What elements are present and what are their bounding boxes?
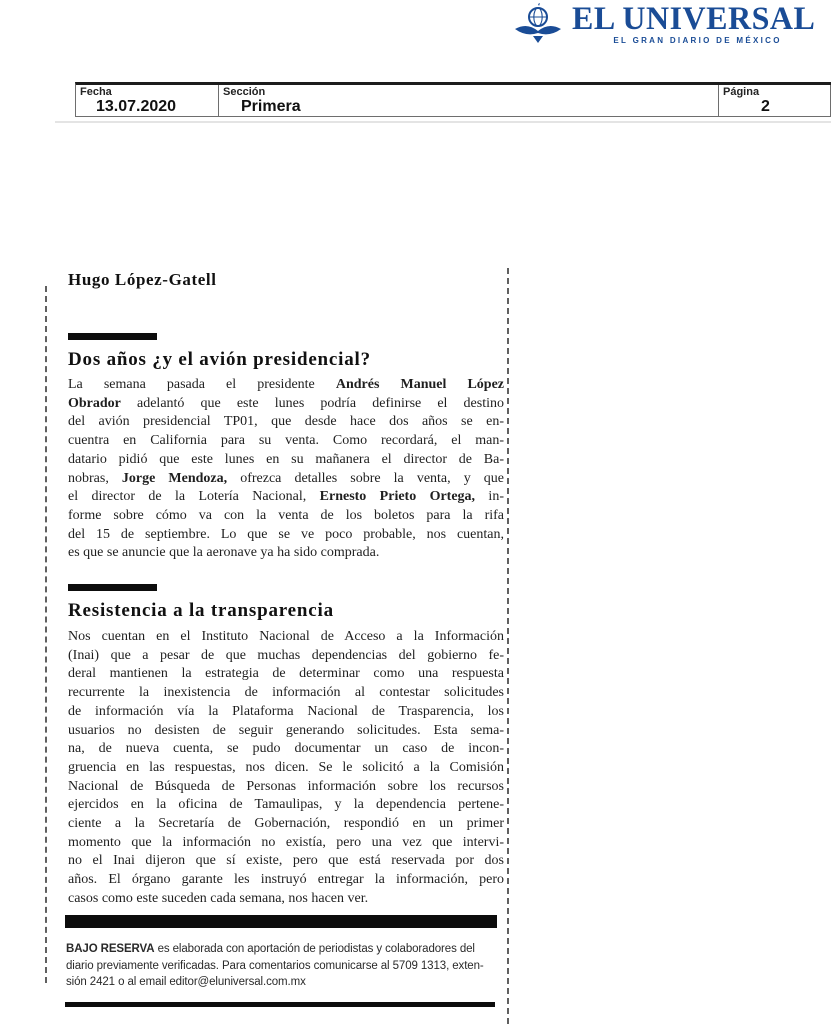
text-line: (Inai) que a pesar de que muchas dependencias del gobierno fe- <box>68 647 504 663</box>
text-line: BAJO RESERVA es elaborada con aportación de periodistas y colaboradores del <box>66 943 475 955</box>
footer-bottom-bar <box>65 1002 495 1007</box>
text-line: gruencia en las respuestas, nos dicen. Se le solicitó a la Comisión <box>68 759 504 775</box>
newspaper-logo: EL UNIVERSAL <box>572 1 816 37</box>
section-title-avion-presidencial: Dos años ¿y el avión presidencial? <box>68 349 371 370</box>
text-line: ciente a la Secretaría de Gobernación, respondió en un primer <box>68 816 504 832</box>
text-line: ejercidos en la oficina de Tamaulipas, y la dependencia pertene- <box>68 797 504 813</box>
text-line: años. El órgano garante les instruyó entregar la información, pero <box>68 872 504 888</box>
text-line: forme sobre cómo va con la venta de los boletos para la rifa <box>68 507 504 523</box>
section-divider-bar <box>68 584 157 591</box>
right-column-rule <box>507 268 509 1024</box>
section-divider-bar <box>68 333 157 340</box>
section-title-resistencia-transparencia: Resistencia a la transparencia <box>68 600 334 621</box>
section-body-avion-presidencial <box>68 376 504 563</box>
text-line: deral mantienen la estrategia de determinar como una respuesta <box>68 666 504 682</box>
section-body-resistencia-transparencia <box>68 628 504 909</box>
text-line: datario pidió que este lunes en su mañanera el director de Ba- <box>68 451 504 467</box>
text-line: momento que la información no existía, pero una vez que intervi- <box>68 834 504 850</box>
header-cell-pagina <box>719 85 831 116</box>
text-line: no el Inai dijeron que sí existe, pero que está reservada por dos <box>68 853 504 869</box>
eagle-globe-emblem-icon <box>512 3 564 52</box>
text-line: diario previamente verificadas. Para comentarios comunicarse al 5709 1313, exten- <box>66 959 484 972</box>
text-line: usuarios no desisten de seguir generando solicitudes. Esta sema- <box>68 722 504 738</box>
text-line: es que se anuncie que la aeronave ya ha sido comprada. <box>68 545 380 561</box>
clipping-header-table <box>75 82 831 117</box>
text-line: na, de nueva cuenta, se pudo documentar un caso de incon- <box>68 741 504 757</box>
text-line: La semana pasada el presidente Andrés Manuel López <box>68 377 504 392</box>
pagina-label: Página <box>723 86 760 98</box>
text-line: Nacional de Búsqueda de Personas información sobre los recursos <box>68 778 504 794</box>
left-column-rule <box>45 286 47 983</box>
text-line: recurrente la inexistencia de información al contestar solicitudes <box>68 685 504 701</box>
bajo-reserva-footer-note <box>66 941 504 991</box>
brand-block <box>572 2 823 45</box>
footer-top-bar <box>65 915 497 928</box>
masthead <box>512 2 823 52</box>
text-line: nobras, Jorge Mendoza, ofrezca detalles sobre la venta, y que <box>68 470 504 486</box>
text-line: cuentra en California para su venta. Como recordará, el man- <box>68 433 504 449</box>
pagina-value: 2 <box>761 98 770 115</box>
text-line: de información vía la Plataforma Nacional de Trasparencia, los <box>68 703 504 719</box>
scan-artifact-line <box>55 121 831 123</box>
fecha-label: Fecha <box>80 86 112 98</box>
header-cell-fecha <box>76 85 219 116</box>
cropped-previous-headline: Hugo López-Gatell <box>68 270 217 289</box>
text-line: del avión presidencial TP01, que desde hace dos años se en- <box>68 414 504 430</box>
seccion-label: Sección <box>223 86 266 98</box>
text-line: Nos cuentan en el Instituto Nacional de Acceso a la Información <box>68 629 504 644</box>
text-line: sión 2421 o al email editor@eluniversal.com.mx <box>66 976 306 988</box>
text-line: casos como este suceden cada semana, nos hacen ver. <box>68 890 369 906</box>
header-cell-seccion <box>219 85 719 116</box>
text-line: del 15 de septiembre. Lo que se ve poco probable, nos cuentan, <box>68 526 504 542</box>
text-line: Obrador adelantó que este lunes podría definirse el destino <box>68 395 504 411</box>
text-line: el director de la Lotería Nacional, Ernesto Prieto Ortega, in- <box>68 489 504 505</box>
fecha-value: 13.07.2020 <box>96 98 177 115</box>
seccion-value: Primera <box>241 98 301 115</box>
newspaper-tagline: EL GRAN DIARIO DE MÉXICO <box>613 36 782 45</box>
